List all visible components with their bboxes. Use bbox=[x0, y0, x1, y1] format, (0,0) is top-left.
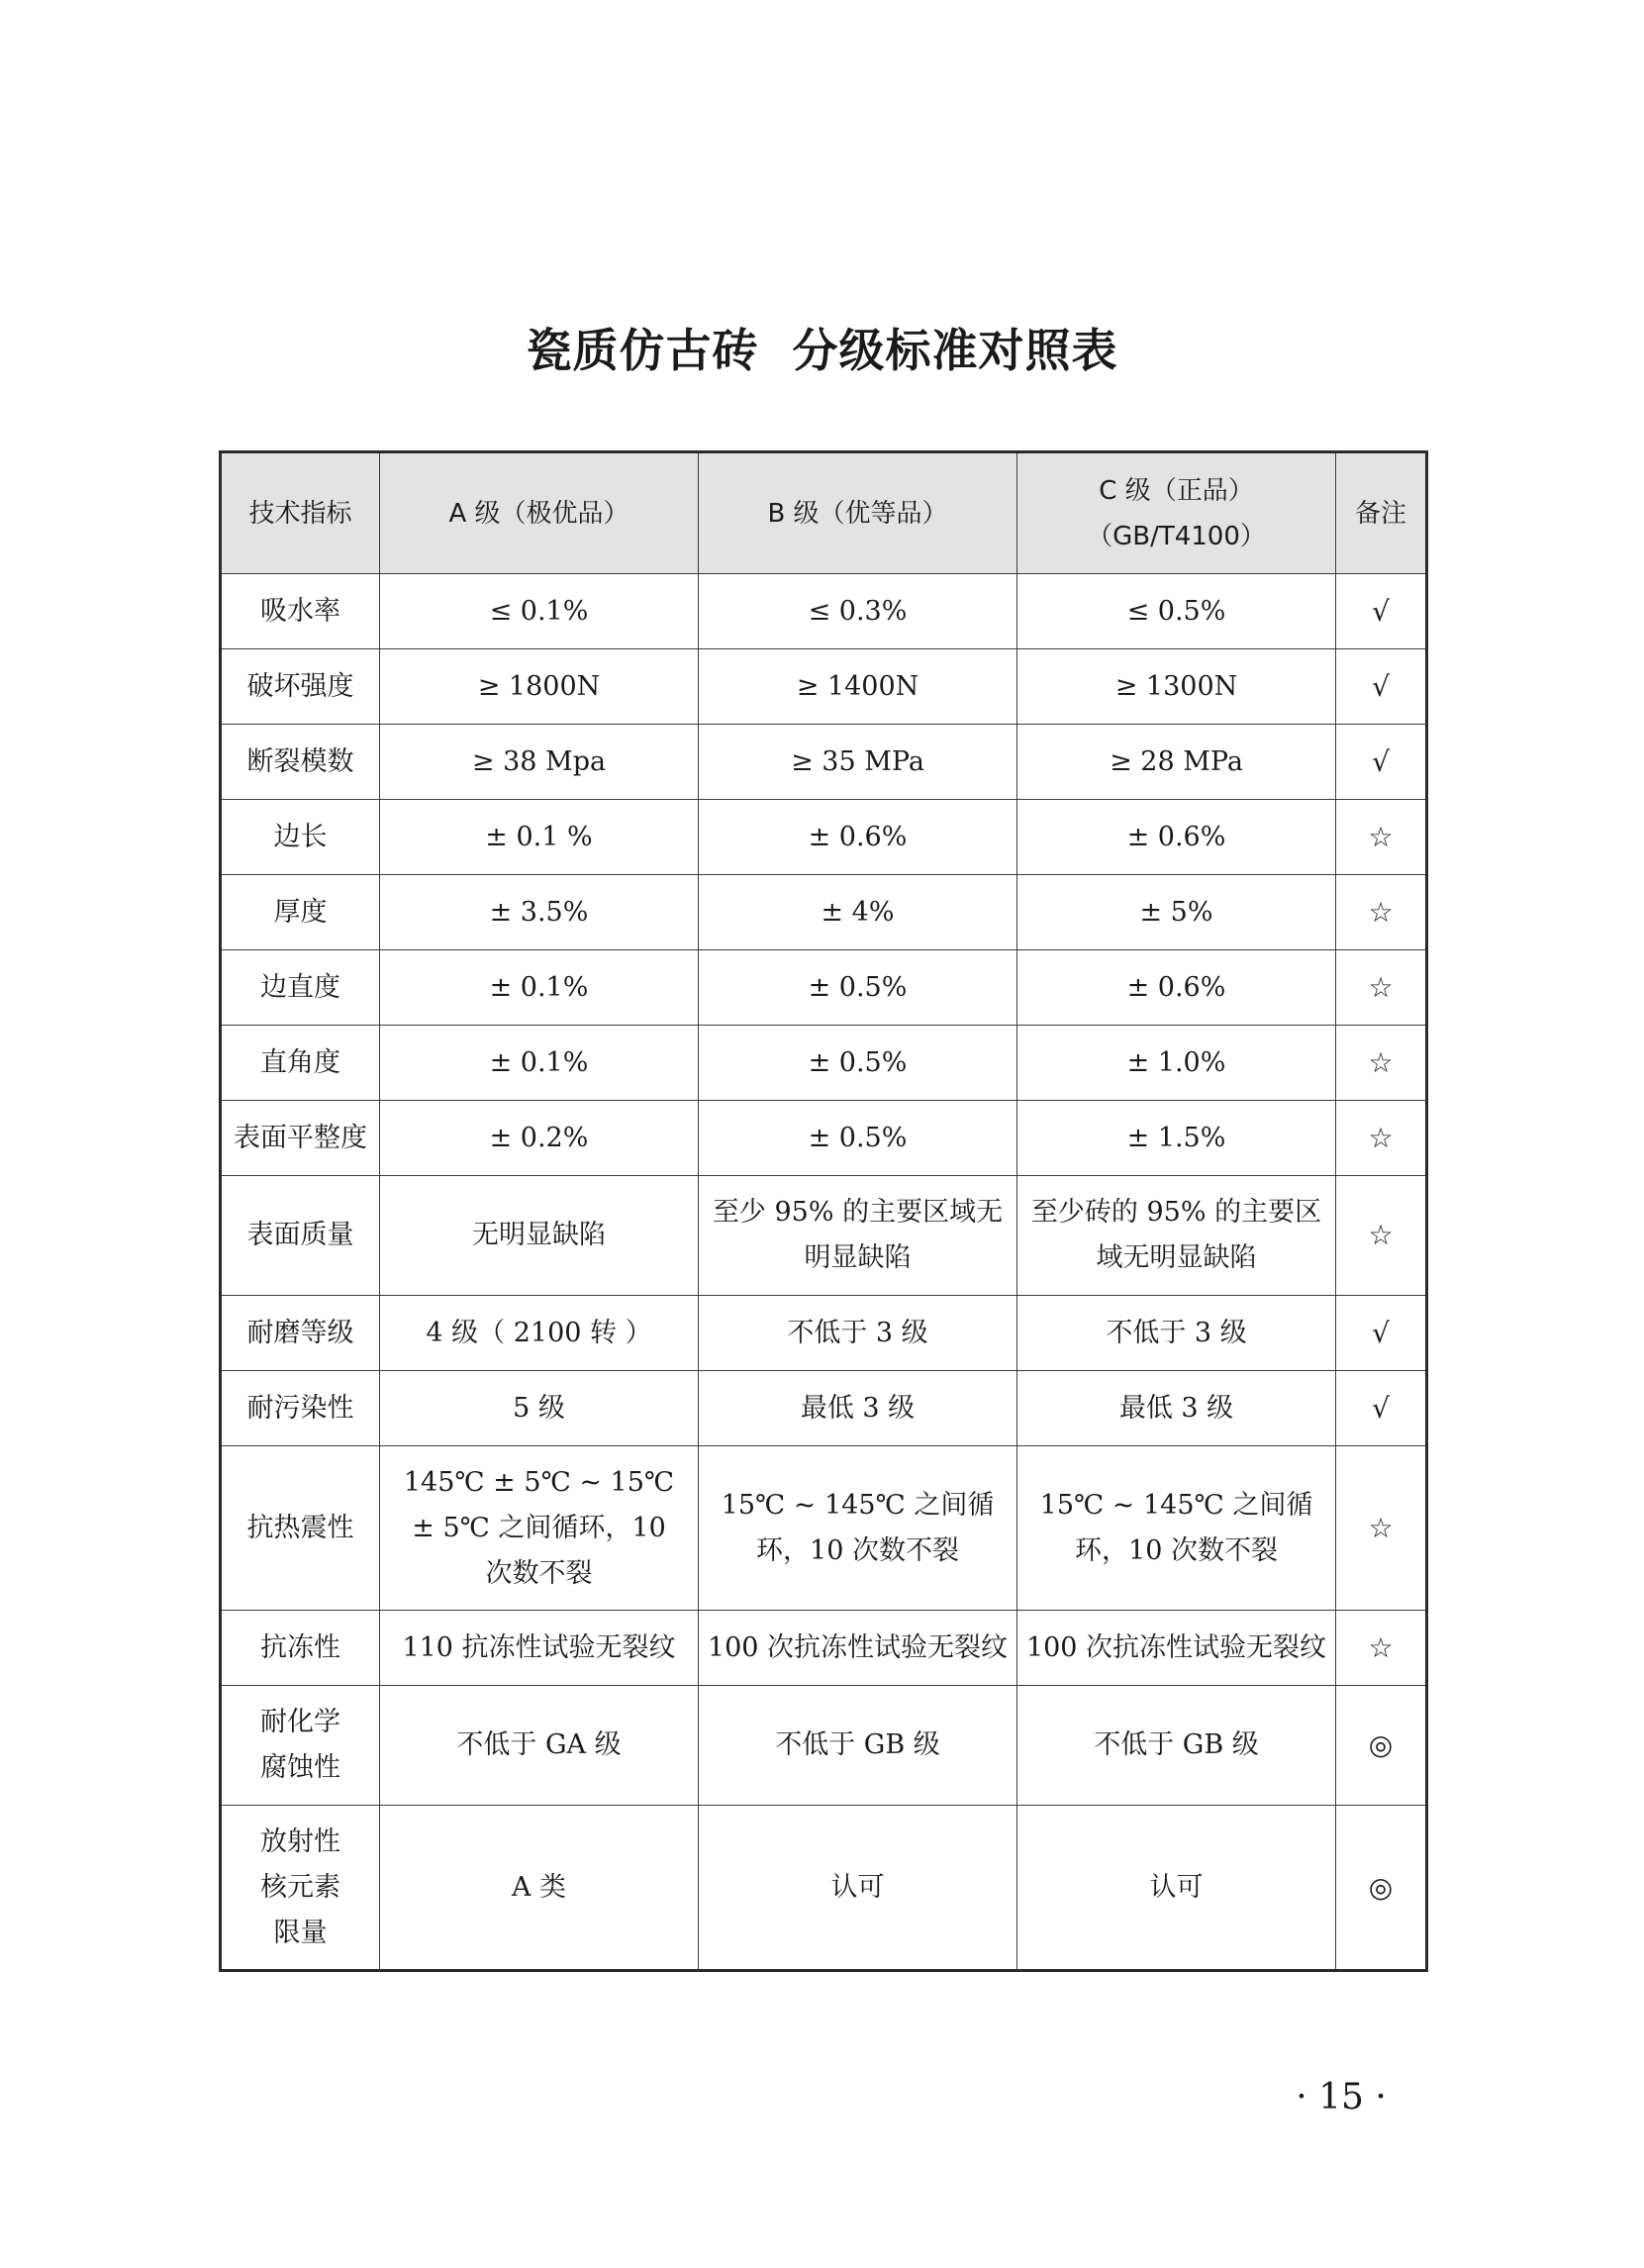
grading-standard-table bbox=[219, 450, 1428, 1972]
grade-c-cell: ≤ 0.5% bbox=[1017, 574, 1336, 649]
grade-a-cell: 5 级 bbox=[380, 1371, 699, 1446]
grade-b-cell: ≥ 35 MPa bbox=[699, 725, 1017, 800]
remark-cell: ☆ bbox=[1336, 1101, 1427, 1176]
row-label: 耐磨等级 bbox=[221, 1296, 380, 1371]
remark-cell: ◎ bbox=[1336, 1806, 1427, 1971]
row-label: 放射性 核元素 限量 bbox=[221, 1806, 380, 1971]
remark-cell: ☆ bbox=[1336, 950, 1427, 1026]
grade-a-cell: ≤ 0.1% bbox=[380, 574, 699, 649]
row-label: 厚度 bbox=[221, 875, 380, 950]
grade-a-cell: ± 0.2% bbox=[380, 1101, 699, 1176]
table-row bbox=[221, 725, 1427, 800]
row-label: 表面平整度 bbox=[221, 1101, 380, 1176]
table-row bbox=[221, 800, 1427, 875]
grade-b-cell: 不低于 GB 级 bbox=[699, 1686, 1017, 1806]
table-row bbox=[221, 649, 1427, 725]
remark-cell: ☆ bbox=[1336, 1446, 1427, 1611]
table-row bbox=[221, 1806, 1427, 1971]
remark-cell: √ bbox=[1336, 574, 1427, 649]
table-row bbox=[221, 1026, 1427, 1101]
page-title: 瓷质仿古砖 分级标准对照表 bbox=[526, 324, 1118, 377]
grade-a-cell: 110 抗冻性试验无裂纹 bbox=[380, 1611, 699, 1686]
grade-c-cell: ≥ 1300N bbox=[1017, 649, 1336, 725]
grade-b-cell: 最低 3 级 bbox=[699, 1371, 1017, 1446]
table-row bbox=[221, 875, 1427, 950]
grade-a-cell: ≥ 1800N bbox=[380, 649, 699, 725]
remark-cell: √ bbox=[1336, 1371, 1427, 1446]
table-header-row bbox=[221, 452, 1427, 574]
grade-c-cell: ± 0.6% bbox=[1017, 950, 1336, 1026]
grade-b-cell: ± 0.5% bbox=[699, 1026, 1017, 1101]
header-grade-b: B 级（优等品） bbox=[699, 452, 1017, 574]
grade-c-cell: ± 5% bbox=[1017, 875, 1336, 950]
remark-cell: ☆ bbox=[1336, 875, 1427, 950]
table-row bbox=[221, 1611, 1427, 1686]
row-label: 破坏强度 bbox=[221, 649, 380, 725]
row-label: 直角度 bbox=[221, 1026, 380, 1101]
header-grade-c: C 级（正品） （GB/T4100） bbox=[1017, 452, 1336, 574]
grade-b-cell: ± 0.5% bbox=[699, 1101, 1017, 1176]
grade-c-cell: 认可 bbox=[1017, 1806, 1336, 1971]
grade-a-cell: 4 级（ 2100 转 ） bbox=[380, 1296, 699, 1371]
grade-a-cell: A 类 bbox=[380, 1806, 699, 1971]
table-row bbox=[221, 950, 1427, 1026]
grade-c-cell: 100 次抗冻性试验无裂纹 bbox=[1017, 1611, 1336, 1686]
header-remarks: 备注 bbox=[1336, 452, 1427, 574]
remark-cell: ◎ bbox=[1336, 1686, 1427, 1806]
grade-b-cell: ± 4% bbox=[699, 875, 1017, 950]
page-number: · 15 · bbox=[1296, 2077, 1387, 2118]
grade-b-cell: 至少 95% 的主要区域无 明显缺陷 bbox=[699, 1176, 1017, 1296]
table-row bbox=[221, 1176, 1427, 1296]
grade-c-cell: 最低 3 级 bbox=[1017, 1371, 1336, 1446]
grade-b-cell: ± 0.6% bbox=[699, 800, 1017, 875]
grade-a-cell: ≥ 38 Mpa bbox=[380, 725, 699, 800]
grade-c-cell: 15℃ ~ 145℃ 之间循 环，10 次数不裂 bbox=[1017, 1446, 1336, 1611]
grade-c-cell: ≥ 28 MPa bbox=[1017, 725, 1336, 800]
grade-b-cell: ≥ 1400N bbox=[699, 649, 1017, 725]
grade-a-cell: 145℃ ± 5℃ ~ 15℃ ± 5℃ 之间循环，10 次数不裂 bbox=[380, 1446, 699, 1611]
grade-a-cell: ± 0.1% bbox=[380, 950, 699, 1026]
row-label: 边直度 bbox=[221, 950, 380, 1026]
row-label: 抗冻性 bbox=[221, 1611, 380, 1686]
row-label: 表面质量 bbox=[221, 1176, 380, 1296]
remark-cell: ☆ bbox=[1336, 1611, 1427, 1686]
row-label: 断裂模数 bbox=[221, 725, 380, 800]
grade-a-cell: ± 0.1% bbox=[380, 1026, 699, 1101]
table-row bbox=[221, 1446, 1427, 1611]
remark-cell: √ bbox=[1336, 725, 1427, 800]
remark-cell: ☆ bbox=[1336, 1176, 1427, 1296]
grade-a-cell: ± 0.1 % bbox=[380, 800, 699, 875]
grade-b-cell: ≤ 0.3% bbox=[699, 574, 1017, 649]
grade-b-cell: 不低于 3 级 bbox=[699, 1296, 1017, 1371]
remark-cell: √ bbox=[1336, 649, 1427, 725]
row-label: 吸水率 bbox=[221, 574, 380, 649]
grade-b-cell: 15℃ ~ 145℃ 之间循 环，10 次数不裂 bbox=[699, 1446, 1017, 1611]
row-label: 抗热震性 bbox=[221, 1446, 380, 1611]
grade-c-cell: 不低于 GB 级 bbox=[1017, 1686, 1336, 1806]
table-row bbox=[221, 1101, 1427, 1176]
table-row bbox=[221, 1686, 1427, 1806]
grade-a-cell: 无明显缺陷 bbox=[380, 1176, 699, 1296]
grade-c-cell: ± 0.6% bbox=[1017, 800, 1336, 875]
remark-cell: √ bbox=[1336, 1296, 1427, 1371]
row-label: 耐污染性 bbox=[221, 1371, 380, 1446]
header-grade-a: A 级（极优品） bbox=[380, 452, 699, 574]
grade-c-cell: ± 1.0% bbox=[1017, 1026, 1336, 1101]
grade-a-cell: ± 3.5% bbox=[380, 875, 699, 950]
grade-c-cell: 至少砖的 95% 的主要区 域无明显缺陷 bbox=[1017, 1176, 1336, 1296]
grade-c-cell: ± 1.5% bbox=[1017, 1101, 1336, 1176]
table-row bbox=[221, 1371, 1427, 1446]
grade-b-cell: 100 次抗冻性试验无裂纹 bbox=[699, 1611, 1017, 1686]
grade-b-cell: 认可 bbox=[699, 1806, 1017, 1971]
header-technical-index: 技术指标 bbox=[221, 452, 380, 574]
remark-cell: ☆ bbox=[1336, 800, 1427, 875]
row-label: 耐化学 腐蚀性 bbox=[221, 1686, 380, 1806]
grade-c-cell: 不低于 3 级 bbox=[1017, 1296, 1336, 1371]
remark-cell: ☆ bbox=[1336, 1026, 1427, 1101]
table-row bbox=[221, 574, 1427, 649]
grade-a-cell: 不低于 GA 级 bbox=[380, 1686, 699, 1806]
grade-b-cell: ± 0.5% bbox=[699, 950, 1017, 1026]
row-label: 边长 bbox=[221, 800, 380, 875]
table-row bbox=[221, 1296, 1427, 1371]
